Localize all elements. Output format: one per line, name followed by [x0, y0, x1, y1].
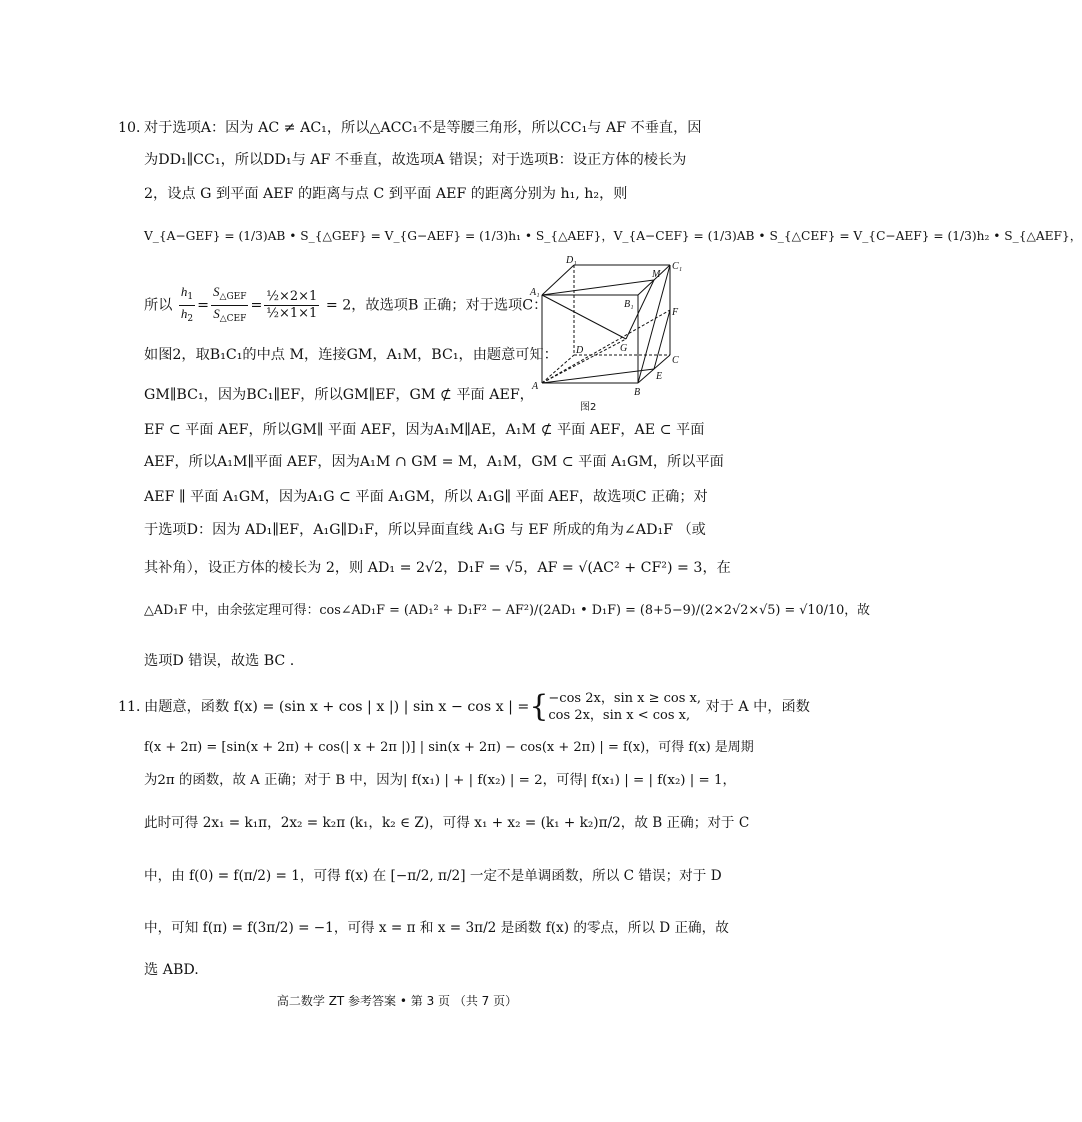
q10-line-13: △AD₁F 中，由余弦定理可得：cos∠AD₁F = (AD₁² + D₁F² − AF²)/(2AD₁ • D₁F) = (8+5−9)/(2×2√2×√5) = √10/10，故 — [144, 603, 870, 618]
q10-line-6: 如图2，取B₁C₁的中点 M，连接GM，A₁M，BC₁，由题意可知： — [144, 347, 558, 363]
piecewise-cases — [548, 690, 701, 724]
q11-text-1b: 对于 A 中，函数 — [705, 699, 810, 715]
q10-line-9: AEF，所以A₁M∥平面 AEF，因为A₁M ∩ GM = M，A₁M，GM ⊂ 平面 A₁GM，所以平面 — [144, 454, 724, 470]
q11-number: 11． — [118, 699, 151, 715]
line-bc1 — [638, 265, 670, 383]
q10-number: 10． — [118, 120, 151, 136]
q10-text-1: 对于选项A：因为 AC ≠ AC₁，所以△ACC₁不是等腰三角形，所以CC₁与 AF 不垂直，因 — [144, 120, 702, 136]
q10-line-14: 选项D 错误，故选 BC . — [144, 653, 295, 669]
label-a1: A₁ — [530, 287, 540, 298]
line-a1m — [542, 280, 654, 295]
label-e: E — [656, 371, 663, 382]
cube-figure — [530, 255, 690, 398]
label-m: M — [652, 269, 661, 280]
label-a: A — [532, 381, 539, 392]
q11-line-7: 选 ABD. — [144, 962, 199, 978]
q10-line-1 — [118, 118, 702, 138]
line-ag — [542, 339, 626, 383]
line-ae — [542, 369, 654, 383]
label-b: B — [634, 387, 641, 398]
q11-line-4: 此时可得 2x₁ = k₁π，2x₂ = k₂π (k₁，k₂ ∈ Z)，可得 x₁ + x₂ = (k₁ + k₂)π/2，故 B 正确；对于 C — [144, 815, 750, 831]
page-footer: 高二数学 ZT 参考答案 • 第 3 页 （共 7 页） — [276, 994, 518, 1008]
q10-line-5: 所以 $\frac{h_1}{h_2}$ = $\frac{S_{\triangle GEF}}{S_{\triangle CEF}}$ = $\frac{\text{½×2×1}}{\text{½×1×1}}$ = 2，故选项B 正确；对于选项C： — [144, 284, 547, 327]
case-2: cos 2x，sin x < cos x, — [548, 708, 691, 723]
q10-line-3: 2，设点 G 到平面 AEF 的距离与点 C 到平面 AEF 的距离分别为 h₁, h₂，则 — [144, 186, 628, 202]
edge-a1d1 — [542, 265, 574, 295]
q11-line-1 — [118, 690, 810, 724]
q10-line-2: 为DD₁∥CC₁，所以DD₁与 AF 不垂直，故选项A 错误；对于选项B：设正方体的棱长为 — [144, 152, 687, 168]
label-f: F — [672, 307, 679, 318]
q10-text-5b: = 2，故选项B 正确；对于选项C： — [325, 297, 548, 314]
q11-line-2: f(x + 2π) = [sin(x + 2π) + cos(| x + 2π |)] | sin(x + 2π) − cos(x + 2π) | = f(x)，可得 f(x) 是周期 — [144, 740, 754, 755]
q11-line-5: 中，由 f(0) = f(π/2) = 1，可得 f(x) 在 [−π/2, π/2] 一定不是单调函数，所以 C 错误；对于 D — [144, 868, 722, 884]
figure-caption: 图2 — [580, 402, 597, 413]
q11-line-6: 中，可知 f(π) = f(3π/2) = −1，可得 x = π 和 x = 3π/2 是函数 f(x) 的零点，所以 D 正确，故 — [144, 920, 729, 936]
q10-line-4: V_{A−GEF} = (1/3)AB • S_{△GEF} = V_{G−AEF} = (1/3)h₁ • S_{△AEF}，V_{A−CEF} = (1/3)AB • S_{△CEF} = V_{C−AEF} = (1/3)h₂ • S_{△AEF}， — [144, 229, 1082, 243]
label-d1: D₁ — [566, 255, 577, 266]
q11-line-3: 为2π 的函数，故 A 正确；对于 B 中，因为| f(x₁) | + | f(x₂) | = 2，可得| f(x₁) | = | f(x₂) | = 1， — [144, 773, 736, 788]
label-d: D — [576, 345, 584, 356]
line-a1g — [542, 295, 626, 339]
q10-line-8: EF ⊂ 平面 AEF，所以GM∥ 平面 AEF，因为A₁M∥AE，A₁M ⊄ 平面 AEF，AE ⊂ 平面 — [144, 422, 705, 438]
cases-brace: { — [529, 689, 549, 724]
label-c1: C₁ — [672, 261, 683, 272]
q10-line-12: 其补角），设正方体的棱长为 2，则 AD₁ = 2√2，D₁F = √5，AF = √(AC² + CF²) = 3，在 — [144, 560, 731, 576]
line-ef — [654, 310, 670, 369]
ratio-s: $\frac{S_{\triangle GEF}}{S_{\triangle CEF}}$ — [213, 284, 247, 324]
q10-line-7: GM∥BC₁，因为BC₁∥EF，所以GM∥EF，GM ⊄ 平面 AEF， — [144, 387, 534, 403]
label-c: C — [672, 355, 679, 366]
q11-text-1a: 由题意，函数 f(x) = (sin x + cos | x |) | sin x − cos x | = — [144, 699, 530, 715]
ratio-values: $\frac{\text{½×2×1}}{\text{½×1×1}}$ — [266, 289, 318, 321]
ratio-h: $\frac{h_1}{h_2}$ — [180, 284, 194, 324]
q10-text-5a: 所以 — [144, 297, 173, 314]
q10-line-10: AEF ∥ 平面 A₁GM，因为A₁G ⊂ 平面 A₁GM，所以 A₁G∥ 平面 AEF，故选项C 正确；对 — [144, 489, 708, 505]
label-g: G — [620, 343, 628, 354]
case-1: −cos 2x，sin x ≥ cos x, — [548, 691, 702, 706]
q10-line-11: 于选项D：因为 AD₁∥EF，A₁G∥D₁F，所以异面直线 A₁G 与 EF 所成的角为∠AD₁F （或 — [144, 522, 706, 538]
label-b1: B₁ — [624, 299, 634, 310]
